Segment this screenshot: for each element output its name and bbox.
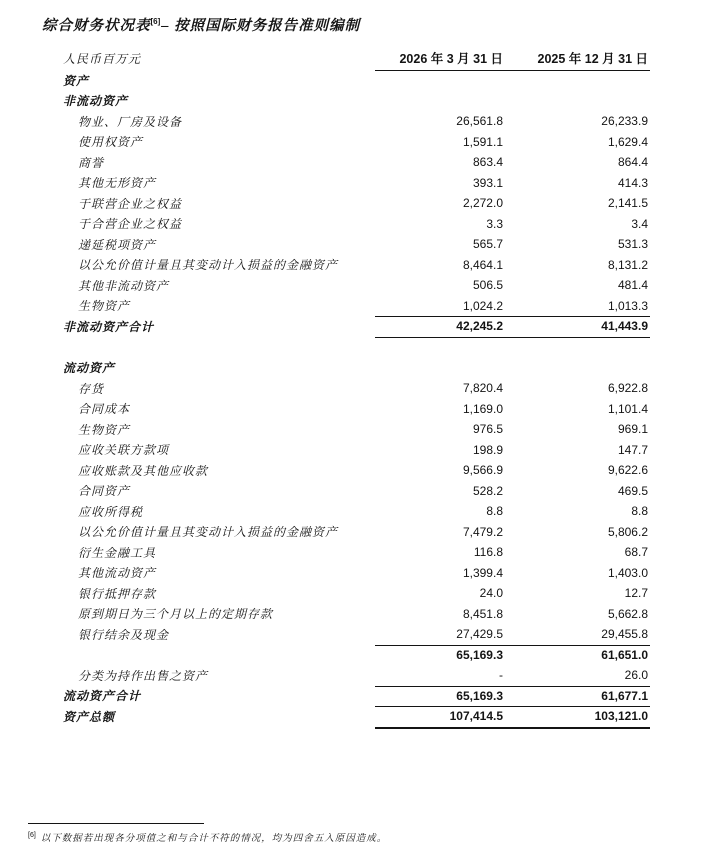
row-label: 物业、厂房及设备: [78, 114, 183, 129]
column-header-prior-period: 2025 年 12 月 31 日: [537, 52, 648, 66]
table-row: [63, 481, 653, 502]
footnote-ref: [6]: [28, 831, 36, 839]
row-value-col1: 1,024.2: [462, 298, 503, 313]
table-row: [63, 70, 653, 91]
row-value-col1: 65,169.3: [456, 647, 503, 662]
table-header-row: [63, 46, 653, 70]
row-values: [375, 501, 650, 522]
row-value-col1: 7,820.4: [462, 381, 503, 396]
row-value-col1: 198.9: [472, 442, 503, 457]
row-label: 资产: [63, 73, 90, 88]
row-values: [375, 419, 650, 440]
row-label: 生物资产: [78, 422, 131, 437]
row-values: [375, 193, 650, 214]
row-values: [375, 132, 650, 153]
row-value-col2: 469.5: [617, 483, 648, 498]
row-value-col1: 8.8: [486, 504, 503, 519]
row-value-col1: 1,591.1: [462, 134, 503, 149]
row-values: [375, 296, 650, 318]
row-label: 非流动资产: [63, 94, 129, 109]
row-value-col2: 1,403.0: [607, 565, 648, 580]
row-values: [375, 563, 650, 584]
row-values: [375, 460, 650, 481]
row-values: [375, 152, 650, 173]
row-values: [375, 91, 650, 112]
page-title: [42, 14, 360, 35]
row-values: [375, 337, 650, 358]
table-row: [63, 501, 653, 522]
unit-label: 人民币百万元: [63, 51, 142, 66]
row-label: 存货: [78, 381, 105, 396]
row-values: [375, 686, 650, 708]
footnote: [28, 830, 387, 844]
table-row: [63, 234, 653, 255]
row-label: 银行抵押存款: [78, 586, 157, 601]
row-value-col1: 26,561.8: [456, 114, 503, 129]
row-values: [375, 624, 650, 646]
row-value-col2: 1,629.4: [607, 134, 648, 149]
row-values: [375, 542, 650, 563]
row-value-col1: 506.5: [472, 278, 503, 293]
row-values: [375, 583, 650, 604]
table-row: [63, 378, 653, 399]
table-body: [63, 70, 653, 727]
row-value-col2: 26.0: [624, 668, 648, 683]
row-values: [375, 173, 650, 194]
row-label: 应收关联方款项: [78, 443, 170, 458]
table-row: [63, 440, 653, 461]
row-label: 以公允价值计量且其变动计入损益的金融资产: [78, 525, 339, 540]
table-row: [63, 214, 653, 235]
row-label: 资产总额: [63, 709, 116, 724]
row-values: [375, 522, 650, 543]
page-title-main: 综合财务状况表: [42, 18, 151, 34]
row-value-col2: 969.1: [617, 422, 648, 437]
footnote-text: 以下数据若出现各分项值之和与合计不符的情况，均为四舍五入原因造成。: [40, 834, 388, 844]
table-row: [63, 132, 653, 153]
footnote-divider: [28, 823, 204, 824]
row-label: 非流动资产合计: [63, 319, 155, 334]
table-row: [63, 193, 653, 214]
row-value-col2: 531.3: [617, 237, 648, 252]
row-value-col2: 68.7: [624, 545, 648, 560]
row-values: [375, 70, 650, 91]
row-value-col2: 61,651.0: [601, 647, 648, 662]
table-row: [63, 563, 653, 584]
row-value-col2: 1,013.3: [607, 298, 648, 313]
table-row: [63, 399, 653, 420]
row-label: 以公允价值计量且其变动计入损益的金融资产: [78, 258, 339, 273]
row-values: [375, 378, 650, 399]
row-value-col1: 7,479.2: [462, 524, 503, 539]
row-values: [375, 706, 650, 729]
row-value-col1: 393.1: [472, 175, 503, 190]
table-row: [63, 645, 653, 666]
row-label: 银行结余及现金: [78, 627, 170, 642]
table-row: [63, 686, 653, 707]
row-label: 商誉: [78, 155, 105, 170]
row-value-col2: 41,443.9: [601, 319, 648, 334]
row-values: [375, 665, 650, 687]
table-row: [63, 665, 653, 686]
row-value-col1: 107,414.5: [449, 709, 503, 724]
row-value-col2: 9,622.6: [607, 463, 648, 478]
table-row: [63, 542, 653, 563]
row-label: 生物资产: [78, 299, 131, 314]
title-footnote-ref: [6]: [150, 17, 161, 27]
table-row: [63, 604, 653, 625]
table-row: [63, 91, 653, 112]
table-row: [63, 296, 653, 317]
table-row: [63, 173, 653, 194]
row-label: 流动资产合计: [63, 689, 142, 704]
table-row: [63, 152, 653, 173]
row-value-col1: 1,399.4: [462, 565, 503, 580]
table-row: [63, 275, 653, 296]
row-value-col2: 8.8: [631, 504, 648, 519]
table-row: [63, 522, 653, 543]
row-label: 应收所得税: [78, 504, 144, 519]
table-header-dates: [375, 46, 650, 71]
row-values: [375, 604, 650, 625]
row-values: [375, 255, 650, 276]
row-value-col2: 5,662.8: [607, 606, 648, 621]
table-row: [63, 624, 653, 645]
row-value-col2: 1,101.4: [607, 401, 648, 416]
row-value-col2: 3.4: [631, 216, 648, 231]
table-row: [63, 337, 653, 358]
table-row: [63, 583, 653, 604]
row-label: 其他无形资产: [78, 176, 157, 191]
row-label: 衍生金融工具: [78, 545, 157, 560]
row-values: [375, 234, 650, 255]
row-value-col1: 565.7: [472, 237, 503, 252]
table-row: [63, 706, 653, 727]
row-label: 原到期日为三个月以上的定期存款: [78, 607, 274, 622]
row-value-col1: 24.0: [479, 586, 503, 601]
row-label: 于合营企业之权益: [78, 217, 183, 232]
table-row: [63, 358, 653, 379]
row-value-col1: 27,429.5: [456, 627, 503, 642]
row-value-col1: 863.4: [472, 155, 503, 170]
row-value-col2: 103,121.0: [594, 709, 648, 724]
row-value-col2: 26,233.9: [601, 114, 648, 129]
balance-sheet-table: [63, 46, 653, 727]
row-value-col1: 9,566.9: [462, 463, 503, 478]
row-value-col1: -: [499, 668, 503, 683]
row-value-col1: 3.3: [486, 216, 503, 231]
row-value-col1: 1,169.0: [462, 401, 503, 416]
row-value-col2: 864.4: [617, 155, 648, 170]
row-value-col2: 414.3: [617, 175, 648, 190]
row-label: 流动资产: [63, 361, 116, 376]
table-row: [63, 111, 653, 132]
row-values: [375, 316, 650, 338]
row-value-col2: 61,677.1: [601, 688, 648, 703]
table-row: [63, 255, 653, 276]
row-label: 于联营企业之权益: [78, 196, 183, 211]
row-label: 递延税项资产: [78, 237, 157, 252]
row-value-col2: 6,922.8: [607, 381, 648, 396]
row-value-col2: 12.7: [624, 586, 648, 601]
page-title-rest: – 按照国际财务报告准则编制: [161, 18, 361, 34]
row-values: [375, 358, 650, 379]
row-value-col2: 147.7: [617, 442, 648, 457]
column-header-current-period: 2026 年 3 月 31 日: [399, 52, 503, 66]
row-values: [375, 440, 650, 461]
row-value-col2: 8,131.2: [607, 257, 648, 272]
row-value-col1: 2,272.0: [462, 196, 503, 211]
row-values: [375, 481, 650, 502]
row-values: [375, 111, 650, 132]
row-label: 应收账款及其他应收款: [78, 463, 209, 478]
row-value-col1: 116.8: [473, 545, 503, 560]
row-values: [375, 399, 650, 420]
table-row: [63, 316, 653, 337]
row-label: 合同资产: [78, 484, 131, 499]
table-row: [63, 419, 653, 440]
row-label: 使用权资产: [78, 135, 144, 150]
row-value-col1: 976.5: [472, 422, 503, 437]
row-label: 其他流动资产: [78, 566, 157, 581]
row-value-col2: 29,455.8: [601, 627, 648, 642]
row-value-col1: 42,245.2: [456, 319, 503, 334]
row-value-col1: 528.2: [472, 483, 503, 498]
table-row: [63, 460, 653, 481]
row-value-col2: 481.4: [617, 278, 648, 293]
row-label: 分类为持作出售之资产: [78, 668, 209, 683]
row-value-col1: 8,464.1: [462, 257, 503, 272]
row-value-col1: 8,451.8: [462, 606, 503, 621]
row-label: 合同成本: [78, 402, 131, 417]
row-value-col2: 5,806.2: [607, 524, 648, 539]
row-values: [375, 645, 650, 666]
row-values: [375, 214, 650, 235]
row-label: 其他非流动资产: [78, 278, 170, 293]
row-value-col2: 2,141.5: [607, 196, 648, 211]
row-values: [375, 275, 650, 296]
row-value-col1: 65,169.3: [456, 688, 503, 703]
